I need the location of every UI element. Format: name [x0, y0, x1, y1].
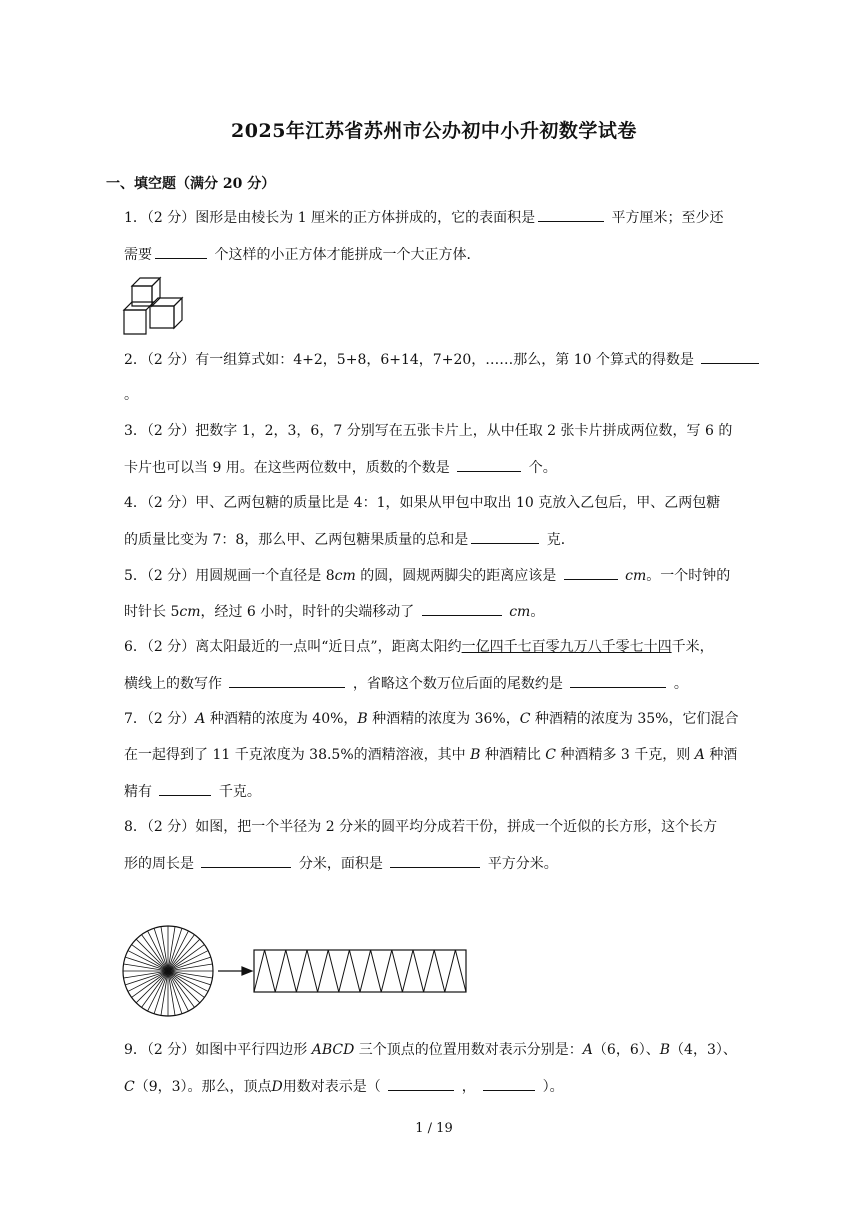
question-7-line-3 [124, 781, 261, 802]
q9-text-a4: （4，3）、 [670, 1042, 737, 1058]
q4-text-a: 4．（2 分）甲、乙两包糖的质量比是 4：1，如果从甲包中取出 10 克放入乙包后，甲、乙两包糖 [124, 495, 721, 511]
q4-text-c: 克． [546, 532, 575, 548]
question-7-line-2 [124, 745, 737, 765]
q6-underlined-number: 一亿四千七百零九万八千零七十四 [461, 639, 672, 655]
q7-var-a: A [694, 747, 705, 763]
q5-unit-cm: cm [625, 568, 647, 584]
q1-text-a: 1．（2 分）图形是由棱长为 1 厘米的正方体拼成的，它的表面积是 [124, 210, 536, 226]
section-heading: 一、填空题（满分 20 分） [106, 176, 276, 192]
q7-text-a3: 种酒精的浓度为 36%， [372, 711, 520, 727]
q8-text-d: 平方分米。 [487, 856, 558, 872]
q5-blank-1[interactable] [564, 565, 618, 580]
q9-text-b2: 用数对表示是（ [282, 1079, 381, 1095]
q5-unit-cm: cm [509, 604, 531, 620]
q7-var-c: C [545, 747, 557, 763]
sector-zigzag [254, 950, 466, 992]
page-title: 2025年江苏省苏州市公办初中小升初数学试卷 [231, 120, 637, 142]
q1-text-d: 个这样的小正方体才能拼成一个大正方体． [214, 247, 481, 263]
q9-blank-1[interactable] [388, 1076, 454, 1091]
q9-var-b: B [659, 1042, 671, 1058]
question-7-line-1 [124, 709, 739, 729]
q8-blank-1[interactable] [201, 853, 291, 868]
question-5-line-1 [124, 565, 730, 586]
sector-line [132, 971, 168, 997]
q5-text-b: 的圆，圆规两脚尖的距离应该是 [360, 568, 557, 584]
q9-text-b4: ）。 [542, 1079, 564, 1095]
q9-var-d: D [271, 1079, 283, 1095]
q7-text-a1: 7．（2 分） [124, 711, 196, 727]
question-6-line-2 [124, 673, 688, 694]
q7-var-c: C [519, 711, 531, 727]
q7-text-b1: 在一起得到了 11 千克浓度为 38.5%的酒精溶液，其中 [124, 747, 466, 763]
q6-text-e: 。 [673, 676, 688, 692]
sector-line [132, 945, 168, 971]
question-9-line-1 [124, 1040, 737, 1060]
q9-var-abcd: ABCD [311, 1042, 355, 1058]
q6-text-d: ，省略这个数万位后面的尾数约是 [352, 676, 563, 692]
q1-text-c: 需要 [124, 247, 152, 263]
question-5-line-2 [124, 601, 544, 622]
q6-text-c: 横线上的数写作 [124, 676, 222, 692]
circle-sector-figure [120, 922, 472, 1026]
approx-rectangle [254, 950, 466, 992]
q9-var-c: C [124, 1079, 135, 1095]
page-number: 1 / 19 [415, 1121, 453, 1136]
sector-line [168, 971, 204, 997]
q6-blank-1[interactable] [229, 673, 345, 688]
question-1-line-2 [124, 244, 480, 265]
q9-text-a2: 三个顶点的位置用数对表示分别是： [358, 1042, 583, 1058]
q9-text-a3: （6，6）、 [592, 1042, 660, 1058]
q7-text-c2: 千克。 [218, 784, 261, 800]
q7-blank[interactable] [159, 781, 211, 796]
q3-text-c: 个。 [528, 460, 557, 476]
q3-text-a: 3．（2 分）把数字 1，2，3，6，7 分别写在五张卡片上，从中任取 2 张卡片拼成两位数，写 6 的 [124, 423, 733, 439]
q9-text-b1: （9，3）。那么，顶点 [134, 1079, 272, 1095]
q5-text-d: 时针长 5 [124, 604, 180, 620]
sector-line [168, 971, 194, 1007]
question-3-line-2 [124, 457, 557, 478]
q9-var-a: A [582, 1042, 593, 1058]
question-9-line-2 [124, 1076, 564, 1097]
q7-text-b4: 种酒 [709, 747, 738, 763]
question-3-line-1 [124, 421, 732, 441]
question-2-line-2 [124, 385, 138, 405]
q6-text-b: 千米， [671, 639, 714, 655]
sector-line [142, 971, 168, 1007]
q5-blank-2[interactable] [422, 601, 502, 616]
q5-unit-cm: cm [179, 604, 201, 620]
q5-text-f: 。 [530, 604, 545, 620]
q8-text-a: 8．（2 分）如图，把一个半径为 2 分米的圆平均分成若干份，拼成一个近似的长方形，这个长方 [124, 819, 718, 835]
q5-unit-cm: cm [334, 568, 356, 584]
q7-text-a4: 种酒精的浓度为 35%，它们混合 [534, 711, 739, 727]
question-8-line-1 [124, 817, 717, 837]
question-1-line-1 [124, 207, 724, 228]
q7-text-a2: 种酒精的浓度为 40%， [209, 711, 358, 727]
q1-blank-2[interactable] [155, 244, 207, 259]
arrow [218, 967, 252, 975]
q3-text-b: 卡片也可以当 9 用。在这些两位数中，质数的个数是 [124, 460, 450, 476]
q2-blank[interactable] [701, 349, 759, 364]
q7-var-a: A [195, 711, 206, 727]
q5-text-e: ，经过 6 小时，时针的尖端移动了 [200, 604, 415, 620]
q1-blank-1[interactable] [538, 207, 604, 222]
q5-text-a: 5．（2 分）用圆规画一个直径是 8 [124, 568, 335, 584]
sector-line [142, 935, 168, 971]
q9-text-a1: 9．（2 分）如图中平行四边形 [124, 1042, 308, 1058]
q7-text-c1: 精有 [124, 784, 152, 800]
sector-line [168, 945, 204, 971]
q7-text-b2: 种酒精比 [484, 747, 541, 763]
q2-text-b: 。 [124, 387, 138, 403]
q8-text-b: 形的周长是 [124, 856, 194, 872]
sectored-circle [123, 926, 213, 1016]
question-4-line-1 [124, 493, 720, 513]
q4-blank[interactable] [471, 529, 539, 544]
question-6-line-1 [124, 637, 714, 657]
sector-line [168, 935, 194, 971]
q8-blank-2[interactable] [390, 853, 480, 868]
q9-text-b3: ， [461, 1079, 476, 1095]
q7-var-b: B [470, 747, 481, 763]
q2-text-a: 2．（2 分）有一组算式如：4+2，5+8，6+14，7+20，……那么，第 10 个算式的得数是 [124, 352, 694, 368]
q7-var-b: B [357, 711, 368, 727]
q5-text-c: 。一个时钟的 [646, 568, 731, 584]
q1-text-b: 平方厘米；至少还 [611, 210, 724, 226]
question-2-line-1 [124, 349, 762, 370]
q4-text-b: 的质量比变为 7：8，那么甲、乙两包糖果质量的总和是 [124, 532, 469, 548]
question-4-line-2 [124, 529, 575, 550]
q3-blank[interactable] [457, 457, 521, 472]
q7-text-b3: 种酒精多 3 千克，则 [560, 747, 691, 763]
q9-blank-2[interactable] [483, 1076, 535, 1091]
rectangle-outline [254, 950, 466, 992]
question-8-line-2 [124, 853, 558, 874]
cube-figure [120, 272, 192, 338]
q6-text-a: 6．（2 分）离太阳最近的一点叫“近日点”，距离太阳约 [124, 639, 462, 655]
q8-text-c: 分米，面积是 [298, 856, 383, 872]
q6-blank-2[interactable] [570, 673, 666, 688]
